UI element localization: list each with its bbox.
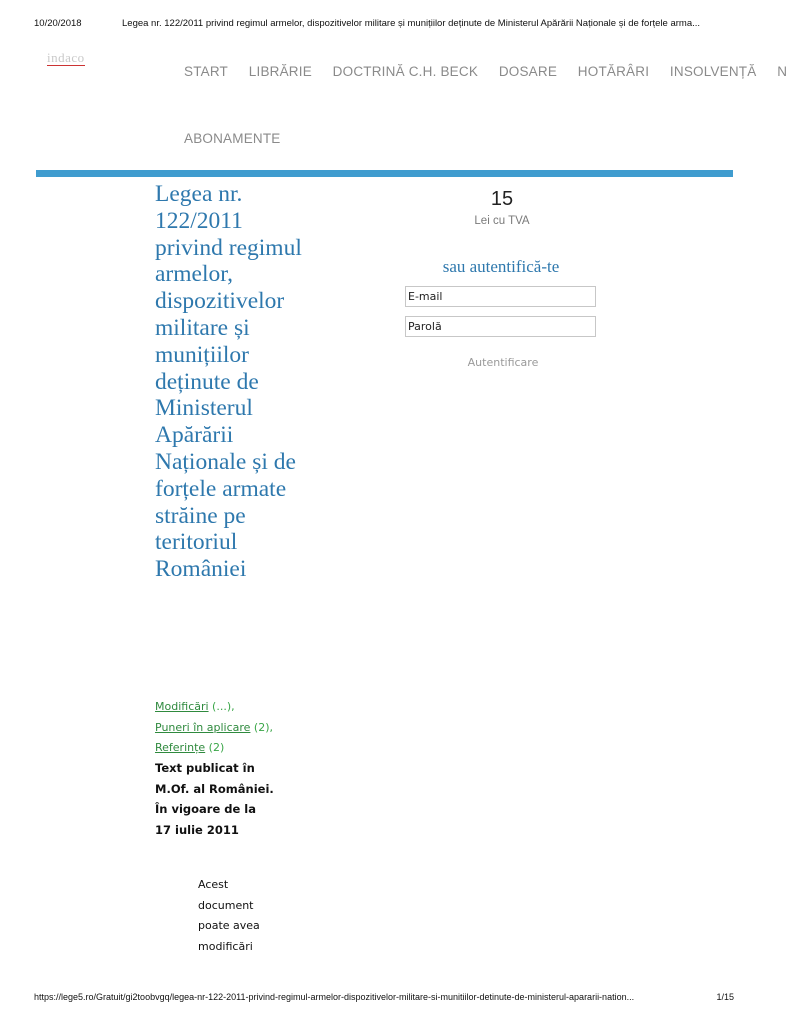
page-number: 1/15 — [716, 992, 734, 1002]
modificari-row — [155, 697, 305, 718]
main-nav — [184, 64, 788, 79]
publication-info: Text publicat în M.Of. al României. În vigoare de la 17 iulie 2011 — [155, 761, 274, 837]
referinte-row — [155, 738, 305, 759]
auth-title: sau autentifică-te — [442, 257, 560, 276]
modificari-count: (...), — [208, 700, 235, 713]
password-field[interactable]: Parolă — [405, 316, 596, 337]
referinte-link[interactable]: Referințe — [155, 741, 206, 754]
puneri-count: (2), — [250, 720, 274, 734]
nav-item-abonamente[interactable]: ABONAMENTE — [184, 131, 281, 146]
print-title: Legea nr. 122/2011 privind regimul armelor, dispozitivelor militare și munițiilor deținute de Ministerul Apărării Naționale și de forțele arma... — [122, 18, 701, 29]
puneri-row — [155, 718, 305, 739]
modificari-link[interactable]: Modificări — [155, 700, 209, 713]
referinte-count: (2) — [205, 741, 225, 754]
nav-item-dosare[interactable]: DOSARE — [498, 64, 558, 79]
print-date: 10/20/2018 — [34, 18, 82, 29]
nav-item-doctrina[interactable]: DOCTRINĂ C.H. BECK — [332, 64, 479, 79]
nav-item-truncated[interactable]: N — [777, 64, 788, 79]
price-label: Lei cu TVA — [474, 215, 530, 227]
nav-item-start[interactable]: START — [184, 64, 229, 79]
header-divider — [36, 170, 733, 177]
login-button[interactable]: Autentificare — [467, 356, 539, 369]
document-links — [155, 697, 305, 759]
puneri-link[interactable]: Puneri în aplicare — [155, 720, 251, 734]
email-field[interactable]: E-mail — [405, 286, 596, 307]
nav-item-librarie[interactable]: LIBRĂRIE — [248, 64, 312, 79]
site-logo[interactable]: indaco — [47, 50, 85, 65]
modification-note: Acest document poate avea modificări — [198, 878, 260, 953]
nav-item-insolventa[interactable]: INSOLVENȚĂ — [669, 64, 757, 79]
nav-item-hotarari[interactable]: HOTĂRÂRI — [577, 64, 650, 79]
print-url: https://lege5.ro/Gratuit/gi2toobvgq/legea-nr-122-2011-privind-regimul-armelor-dispozitivelor-militare-si-munitiilor-detinute-de-ministerul-apararii-nation... — [34, 992, 635, 1002]
document-title: Legea nr. 122/2011 privind regimul armelor, dispozitivelor militare și munițiilor deținute de Ministerul Apărării Naționale și de forțele armate străine pe teritoriul României — [155, 181, 302, 583]
price-value: 15 — [490, 188, 514, 210]
